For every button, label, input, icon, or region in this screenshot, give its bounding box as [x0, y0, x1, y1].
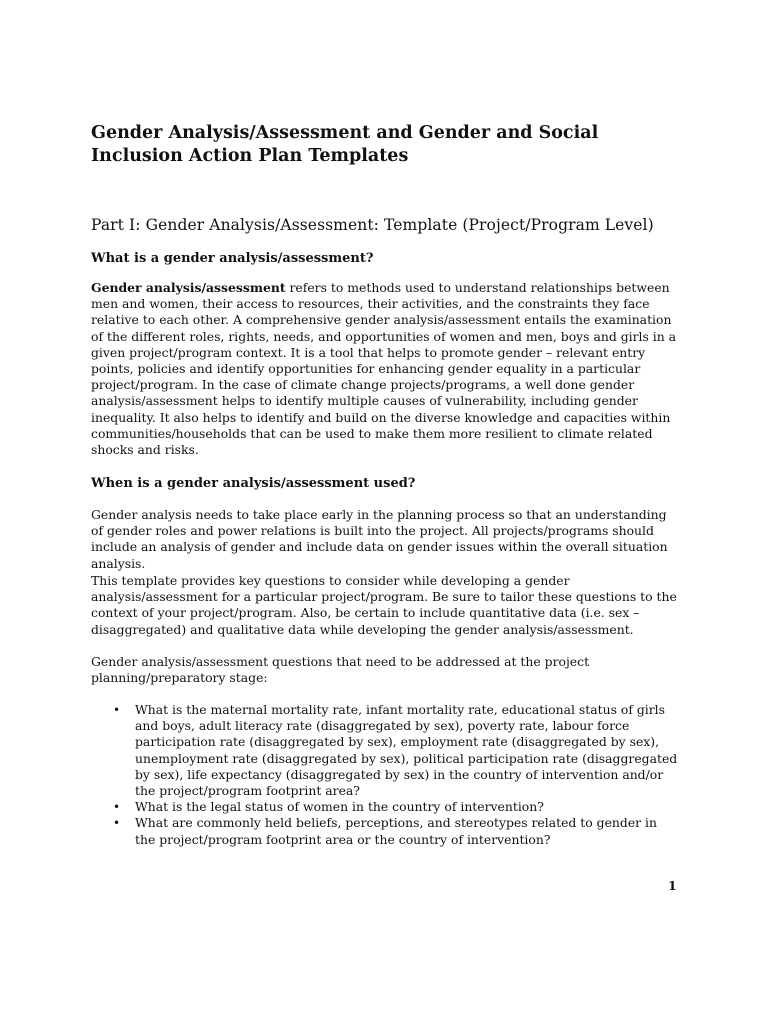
document-title: Gender Analysis/Assessment and Gender and Social Inclusion Action Plan Templates — [91, 123, 599, 166]
definition-text: refers to methods used to understand relationships between men and women, their access to resources, their activities, and the constraints they face relative to each other. A comprehensive gender analysis/assessment entails the examination of the different roles, rights, needs, and opportunities of women and men, boys and girls in a given project/program context. It is a tool that helps to promote gender – relevant entry points, policies and identify opportunities for enhancing gender equality in a particular project/program. In the case of climate change projects/programs, a well done gender analysis/assessment helps to identify multiple causes of vulnerability, including gender inequality. It also helps to identify and build on the diverse knowledge and capacities within communities/households that can be used to make them more resilient to climate related shocks and risks. — [91, 280, 677, 458]
list-item — [91, 815, 681, 847]
bullet-icon: • — [113, 800, 121, 815]
list-item-text: What is the legal status of women in the country of intervention? — [135, 799, 544, 815]
questions-intro-paragraph: Gender analysis/assessment questions that need to be addressed at the project planning/preparatory stage: — [91, 654, 590, 686]
section-heading-what: What is a gender analysis/assessment? — [91, 251, 374, 266]
bullet-icon: • — [113, 703, 121, 717]
timing-paragraph: Gender analysis needs to take place early in the planning process so that an understanding of gender roles and power relations is built into the project. All projects/programs should include an analysis of gender and include data on gender issues within the overall situation analysis. — [91, 507, 668, 571]
section-heading-when: When is a gender analysis/assessment used? — [91, 476, 416, 491]
questions-list — [91, 702, 681, 848]
list-item — [91, 799, 681, 815]
definition-paragraph — [91, 280, 681, 458]
template-paragraph: This template provides key questions to consider while developing a gender analysis/assessment for a particular project/program. Be sure to tailor these questions to the context of your project/program. Also, be certain to include quantitative data (i.e. sex – disaggregated) and qualitative data while developing the gender analysis/assessment. — [91, 573, 677, 637]
bullet-icon: • — [113, 816, 121, 831]
page-number: 1 — [668, 878, 677, 893]
part-heading: Part I: Gender Analysis/Assessment: Template (Project/Program Level) — [91, 216, 654, 234]
list-item — [91, 702, 681, 799]
list-item-text: What are commonly held beliefs, perceptions, and stereotypes related to gender in the project/program footprint area or the country of intervention? — [135, 815, 657, 847]
list-item-text: What is the maternal mortality rate, infant mortality rate, educational status of girls and boys, adult literacy rate (disaggregated by sex), poverty rate, labour force participation rate (disaggregated by sex), employment rate (disaggregated by sex), unemployment rate (disaggregated by sex), political participation rate (disaggregated by sex), life expectancy (disaggregated by sex) in the country of intervention and/or the project/program footprint area? — [135, 702, 678, 799]
definition-term: Gender analysis/assessment — [91, 280, 286, 295]
